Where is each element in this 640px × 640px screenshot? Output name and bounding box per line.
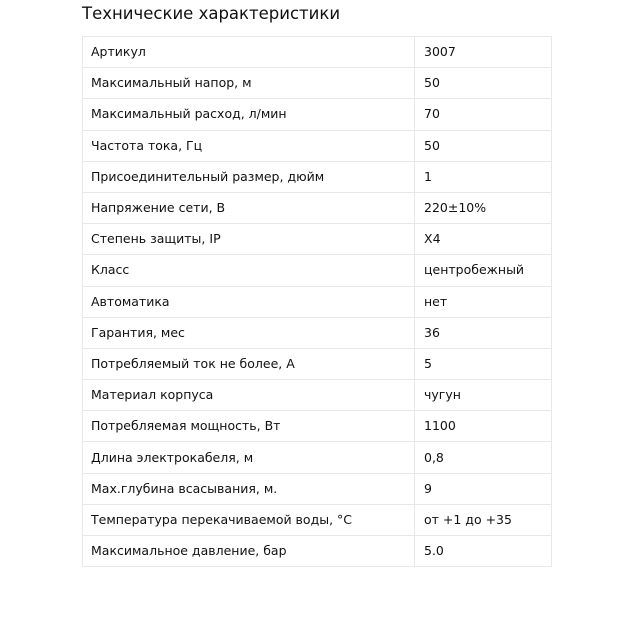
spec-value-cell: 9	[415, 473, 552, 504]
specs-table	[82, 36, 552, 567]
spec-name-cell: Максимальный расход, л/мин	[83, 99, 415, 130]
spec-name-cell: Максимальное давление, бар	[83, 536, 415, 567]
spec-value-cell: X4	[415, 224, 552, 255]
spec-value-cell: 1100	[415, 411, 552, 442]
table-row	[83, 255, 552, 286]
spec-value-cell: чугун	[415, 380, 552, 411]
table-row	[83, 348, 552, 379]
spec-name-cell: Потребляемая мощность, Вт	[83, 411, 415, 442]
table-row	[83, 99, 552, 130]
spec-value-cell: 50	[415, 130, 552, 161]
spec-value-cell: 3007	[415, 37, 552, 68]
spec-name-cell: Max.глубина всасывания, м.	[83, 473, 415, 504]
table-row	[83, 192, 552, 223]
spec-value-cell: 5.0	[415, 536, 552, 567]
table-row	[83, 224, 552, 255]
table-row	[83, 161, 552, 192]
table-row	[83, 411, 552, 442]
table-row	[83, 536, 552, 567]
spec-name-cell: Напряжение сети, В	[83, 192, 415, 223]
spec-value-cell: нет	[415, 286, 552, 317]
table-row	[83, 504, 552, 535]
spec-value-cell: 5	[415, 348, 552, 379]
specs-table-body	[83, 37, 552, 567]
table-row	[83, 442, 552, 473]
spec-name-cell: Длина электрокабеля, м	[83, 442, 415, 473]
spec-name-cell: Присоединительный размер, дюйм	[83, 161, 415, 192]
table-row	[83, 317, 552, 348]
spec-value-cell: 1	[415, 161, 552, 192]
spec-name-cell: Максимальный напор, м	[83, 68, 415, 99]
spec-name-cell: Гарантия, мес	[83, 317, 415, 348]
spec-name-cell: Класс	[83, 255, 415, 286]
spec-name-cell: Потребляемый ток не более, А	[83, 348, 415, 379]
spec-name-cell: Температура перекачиваемой воды, °C	[83, 504, 415, 535]
spec-value-cell: 36	[415, 317, 552, 348]
spec-name-cell: Частота тока, Гц	[83, 130, 415, 161]
table-row	[83, 68, 552, 99]
spec-value-cell: центробежный	[415, 255, 552, 286]
spec-value-cell: от +1 до +35	[415, 504, 552, 535]
table-row	[83, 286, 552, 317]
spec-name-cell: Автоматика	[83, 286, 415, 317]
table-row	[83, 380, 552, 411]
table-row	[83, 130, 552, 161]
spec-value-cell: 70	[415, 99, 552, 130]
spec-value-cell: 50	[415, 68, 552, 99]
table-row	[83, 473, 552, 504]
section-title: Технические характеристики	[82, 4, 341, 23]
spec-value-cell: 0,8	[415, 442, 552, 473]
spec-name-cell: Артикул	[83, 37, 415, 68]
spec-value-cell: 220±10%	[415, 192, 552, 223]
spec-name-cell: Материал корпуса	[83, 380, 415, 411]
table-row	[83, 37, 552, 68]
spec-name-cell: Степень защиты, IP	[83, 224, 415, 255]
